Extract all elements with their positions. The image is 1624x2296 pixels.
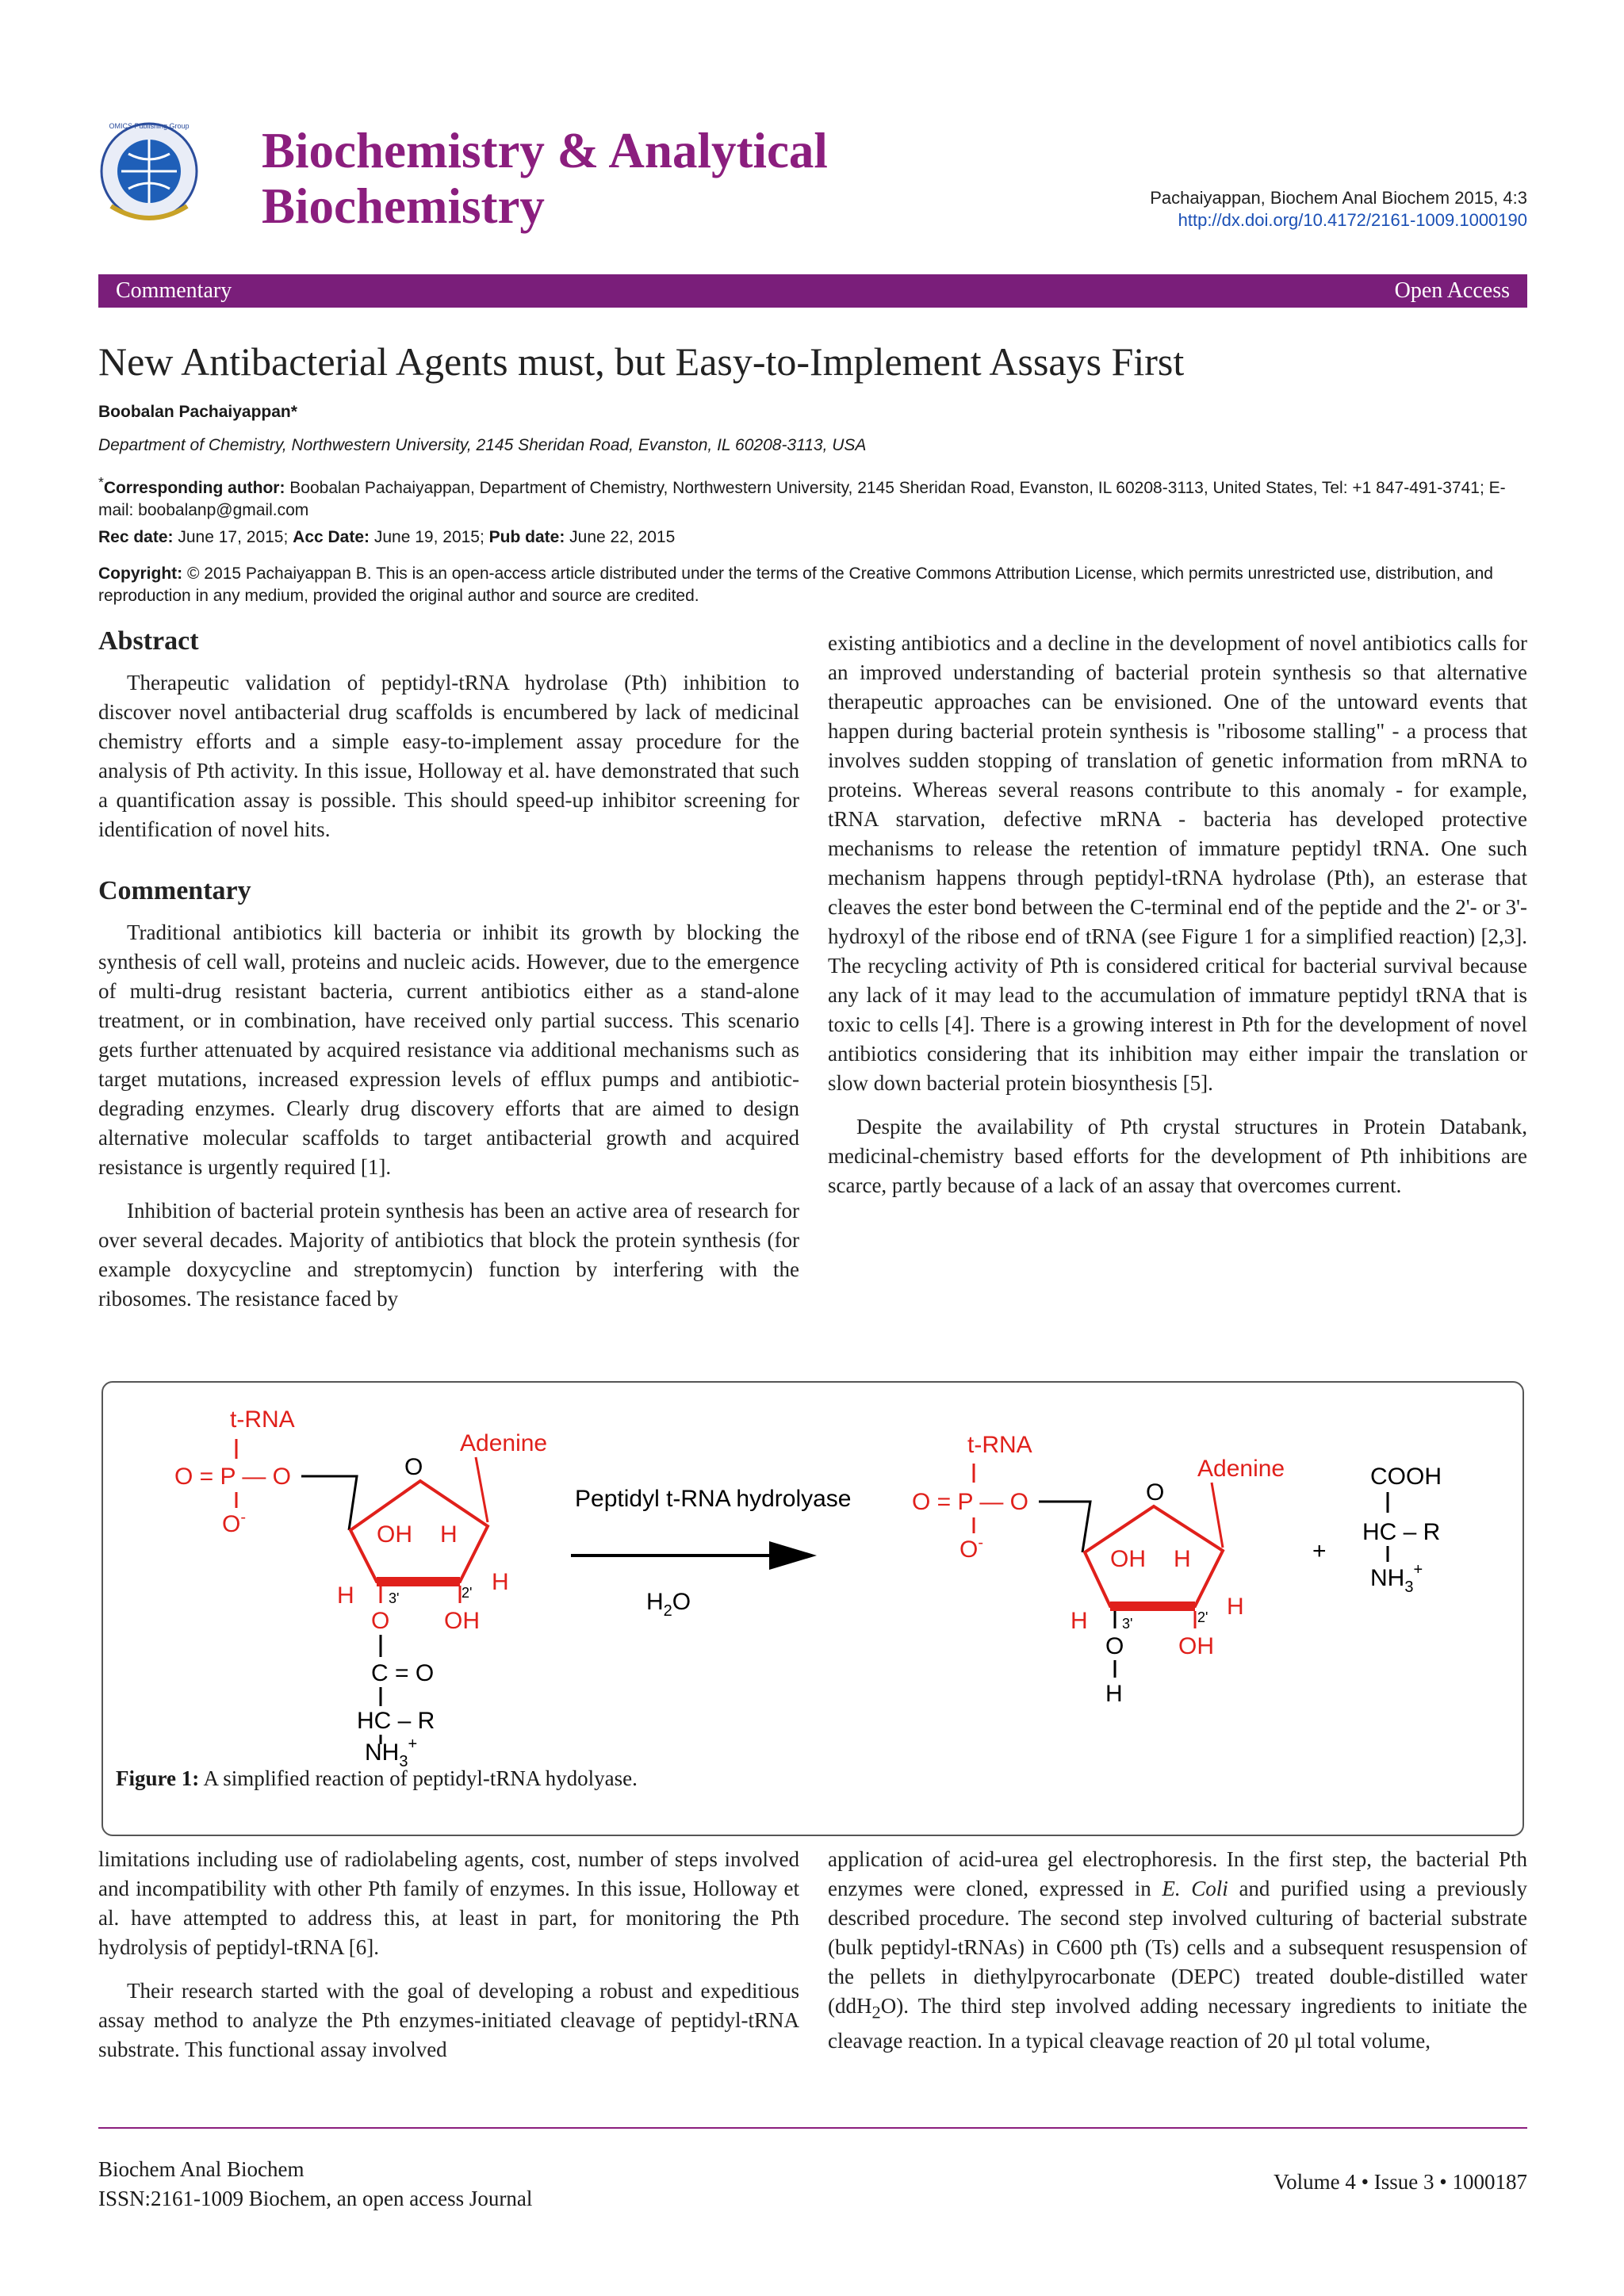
carboxyl: COOH	[1370, 1464, 1442, 1490]
publisher-logo	[94, 117, 205, 228]
ring-oxygen: O	[404, 1454, 423, 1480]
trna-label: t-RNA	[230, 1406, 295, 1433]
paragraph: limitations including use of radiolabeling agents, cost, number of steps involved and incompatibility with other Pth family of enzymes. In this issue, Holloway et al. have attempted to address this, at least in part, for monitoring the Pth hydrolysis of peptidyl-tRNA [6].	[98, 1847, 799, 1959]
paragraph: Their research started with the goal of developing a robust and expeditious assay method to analyze the Pth enzymes-initiated cleavage of peptidyl-tRNA substrate. This functional assay involved	[98, 1979, 799, 2061]
abstract-heading: Abstract	[98, 626, 199, 656]
enzyme-label: Peptidyl t-RNA hydrolyase	[575, 1486, 852, 1512]
commentary-heading: Commentary	[98, 876, 251, 905]
carbonyl: C = O	[371, 1660, 435, 1686]
trna-label: t-RNA	[967, 1432, 1032, 1458]
hydroxyl: OH	[377, 1521, 412, 1548]
ammonium: $NH_3^+$	[1370, 1561, 1423, 1596]
product-oxygen: O	[1105, 1633, 1124, 1659]
phosphate-group: O = P — O	[912, 1489, 1028, 1515]
position-2: 2'	[1197, 1609, 1208, 1625]
pub-date: June 22, 2015	[565, 528, 676, 546]
copyright-label: Copyright:	[98, 564, 183, 583]
hydrogen: H	[440, 1521, 458, 1548]
rec-date: June 17, 2015;	[173, 528, 293, 546]
copyright-text: © 2015 Pachaiyappan B. This is an open-access article distributed under the terms of the Creative Commons Attribution License, which permits unrestricted use, distribution, and reproduction in any medium, provided the original author and source are credited.	[98, 564, 1493, 605]
species-name: E. Coli	[1162, 1877, 1228, 1900]
plus-sign: +	[1312, 1538, 1327, 1564]
left-column-top	[98, 626, 799, 1328]
position-2: 2'	[462, 1585, 473, 1601]
adenine-label: Adenine	[1197, 1456, 1285, 1482]
paragraph: existing antibiotics and a decline in the development of novel antibiotics calls for an improved understanding of bacterial protein synthesis so that alternative therapeutic approaches can be envisioned. One of the untoward events that happen during bacterial protein synthesis is "ribosome stalling" - a process that involves sudden stopping of translation of genetic information from mRNA to proteins. Whereas several reasons contribute to this anomaly - for example, tRNA starvation, defective mRNA - bacteria has developed protective mechanisms to release the retention of immature peptidyl tRNA. One such mechanism happens through peptidyl-tRNA hydrolase (Pth), an esterase that cleaves the ester bond between the C-terminal end of the peptide and the 2'- or 3'- hydroxyl of the ribose end of tRNA (see Figure 1 for a simplified reaction) [2,3]. The recycling activity of Pth is considered critical for bacterial survival because any lack of it may lead to the accumulation of immature peptidyl tRNA that is toxic to cells [4]. There is a growing interest in Pth for the development of novel antibiotics considering that its inhibition may either impair the translation or slow down bacterial protein biosynthesis [5].	[828, 631, 1527, 1095]
article-type-band	[98, 274, 1527, 308]
journal-title	[262, 123, 975, 234]
ring-oxygen: O	[1146, 1479, 1165, 1506]
figure-caption-text: A simplified reaction of peptidyl-tRNA hydolyase.	[199, 1766, 638, 1790]
figure-caption	[116, 1766, 638, 1791]
o-minus: O-	[222, 1509, 247, 1537]
hydrogen: H	[1071, 1608, 1088, 1634]
journal-abbrev: Biochem Anal Biochem	[98, 2157, 304, 2181]
amino-acid-structure	[1312, 1464, 1442, 1596]
hydrogen: H	[1227, 1594, 1244, 1620]
hc-r: HC – R	[357, 1708, 435, 1734]
dates-line	[98, 528, 675, 547]
position-3: 3'	[1122, 1616, 1133, 1632]
author-name: Boobalan Pachaiyappan*	[98, 403, 297, 421]
acc-label: Acc Date:	[293, 528, 370, 546]
doi-link[interactable]: http://dx.doi.org/10.4172/2161-1009.1000190	[1178, 210, 1527, 230]
corr-text: Boobalan Pachaiyappan, Department of Chemistry, Northwestern University, 2145 Sheridan Road, Evanston, IL 60208-3113, United States, Tel: +1 847-491-3741; E-mail: boobalanp@gmail.com	[98, 479, 1506, 519]
position-3: 3'	[389, 1590, 400, 1606]
right-column-top	[828, 629, 1527, 1215]
citation-block	[1150, 187, 1527, 232]
hydrogen: H	[1105, 1681, 1123, 1707]
hydrogen: H	[337, 1582, 354, 1609]
corr-mark: *	[98, 474, 104, 490]
abstract-text: Therapeutic validation of peptidyl-tRNA hydrolase (Pth) inhibition to discover novel antibacterial drug scaffolds is encumbered by lack of medicinal chemistry efforts and a simple easy-to-implement assay procedure for the analysis of Pth activity. In this issue, Holloway et al. have demonstrated that such a quantification assay is possible. This should speed-up inhibitor screening for identification of novel hits.	[98, 671, 799, 841]
hydroxyl: OH	[1110, 1546, 1146, 1572]
right-column-bottom	[828, 1845, 1527, 2070]
water-label: $H_2O$	[646, 1589, 691, 1620]
reaction-arrow	[571, 1486, 852, 1620]
hydrogen: H	[1174, 1546, 1191, 1572]
hc-r: HC – R	[1362, 1519, 1441, 1545]
journal-title-line1: Biochemistry & Analytical	[262, 123, 828, 178]
article-title: New Antibacterial Agents must, but Easy-to-Implement Assays First	[98, 339, 1185, 384]
issn: ISSN:2161-1009 Biochem, an open access Journal	[98, 2187, 533, 2210]
ammonium: $NH_3^+$	[365, 1735, 418, 1770]
journal-title-line2: Biochemistry	[262, 178, 545, 234]
reactant-structure	[174, 1406, 547, 1770]
ester-oxygen: O	[371, 1608, 390, 1634]
volume-issue: Volume 4 • Issue 3 • 1000187	[1274, 2170, 1527, 2194]
citation: Pachaiyappan, Biochem Anal Biochem 2015, 4:3	[1150, 188, 1527, 208]
corr-label: Corresponding author:	[103, 479, 285, 497]
copyright	[98, 563, 1527, 607]
adenine-label: Adenine	[460, 1430, 548, 1456]
paragraph: Inhibition of bacterial protein synthesis has been an active area of research for over several decades. Majority of antibiotics that block the protein synthesis (for example doxycycline and streptomycin) function by interfering with the ribosomes. The resistance faced by	[98, 1199, 799, 1311]
open-access-label: Open Access	[1394, 278, 1510, 303]
footer-left	[98, 2155, 532, 2214]
hydroxyl: OH	[1178, 1633, 1214, 1659]
reaction-scheme	[119, 1395, 1515, 1770]
acc-date: June 19, 2015;	[370, 528, 489, 546]
paragraph: Despite the availability of Pth crystal structures in Protein Databank, medicinal-chemistry based efforts for the development of Pth inhibitions are scarce, partly because of a lack of an assay that overcomes current.	[828, 1115, 1527, 1197]
article-type: Commentary	[116, 278, 232, 303]
left-column-bottom	[98, 1845, 799, 2079]
figure-label: Figure 1:	[116, 1766, 200, 1790]
o-minus: O-	[959, 1534, 984, 1563]
phosphate-group: O = P — O	[174, 1464, 291, 1490]
rec-label: Rec date:	[98, 528, 174, 546]
corresponding-author	[98, 471, 1527, 522]
paragraph: Traditional antibiotics kill bacteria or inhibit its growth by blocking the synthesis of cell wall, proteins and nucleic acids. However, due to the emergence of multi-drug resistant bacteria, current antibiotics either as a stand-alone treatment, or in combination, have received only partial success. This scenario gets further attenuated by acquired resistance via additional mechanisms such as target mutations, increased expression levels of efflux pumps and antibiotic-degrading enzymes. Clearly drug discovery efforts that are aimed to design alternative molecular scaffolds to target antibacterial growth and acquired resistance is urgently required [1].	[98, 920, 799, 1179]
product-structure	[912, 1432, 1285, 1707]
paragraph: application of acid-urea gel electrophoresis. In the first step, the bacterial Pth enzymes were cloned, expressed in E. Coli and purified using a previously described procedure. The second step involved culturing of bacterial substrate (bulk peptidyl-tRNAs) in C600 pth (Ts) cells and a subsequent resuspension of the pellets in diethylpyrocarbonate (DEPC) treated double-distilled water (ddH$_2$O). The third step involved adding necessary ingredients to initiate the cleavage reaction. In a typical cleavage reaction of 20 µl total volume,	[828, 1847, 1527, 2053]
logo-ring-text: OMICS Publishing Group	[109, 122, 190, 130]
pub-label: Pub date:	[488, 528, 565, 546]
footer-rule	[98, 2127, 1527, 2129]
affiliation: Department of Chemistry, Northwestern University, 2145 Sheridan Road, Evanston, IL 60208-3113, USA	[98, 436, 867, 454]
hydrogen: H	[492, 1569, 509, 1595]
hydroxyl: OH	[444, 1608, 480, 1634]
